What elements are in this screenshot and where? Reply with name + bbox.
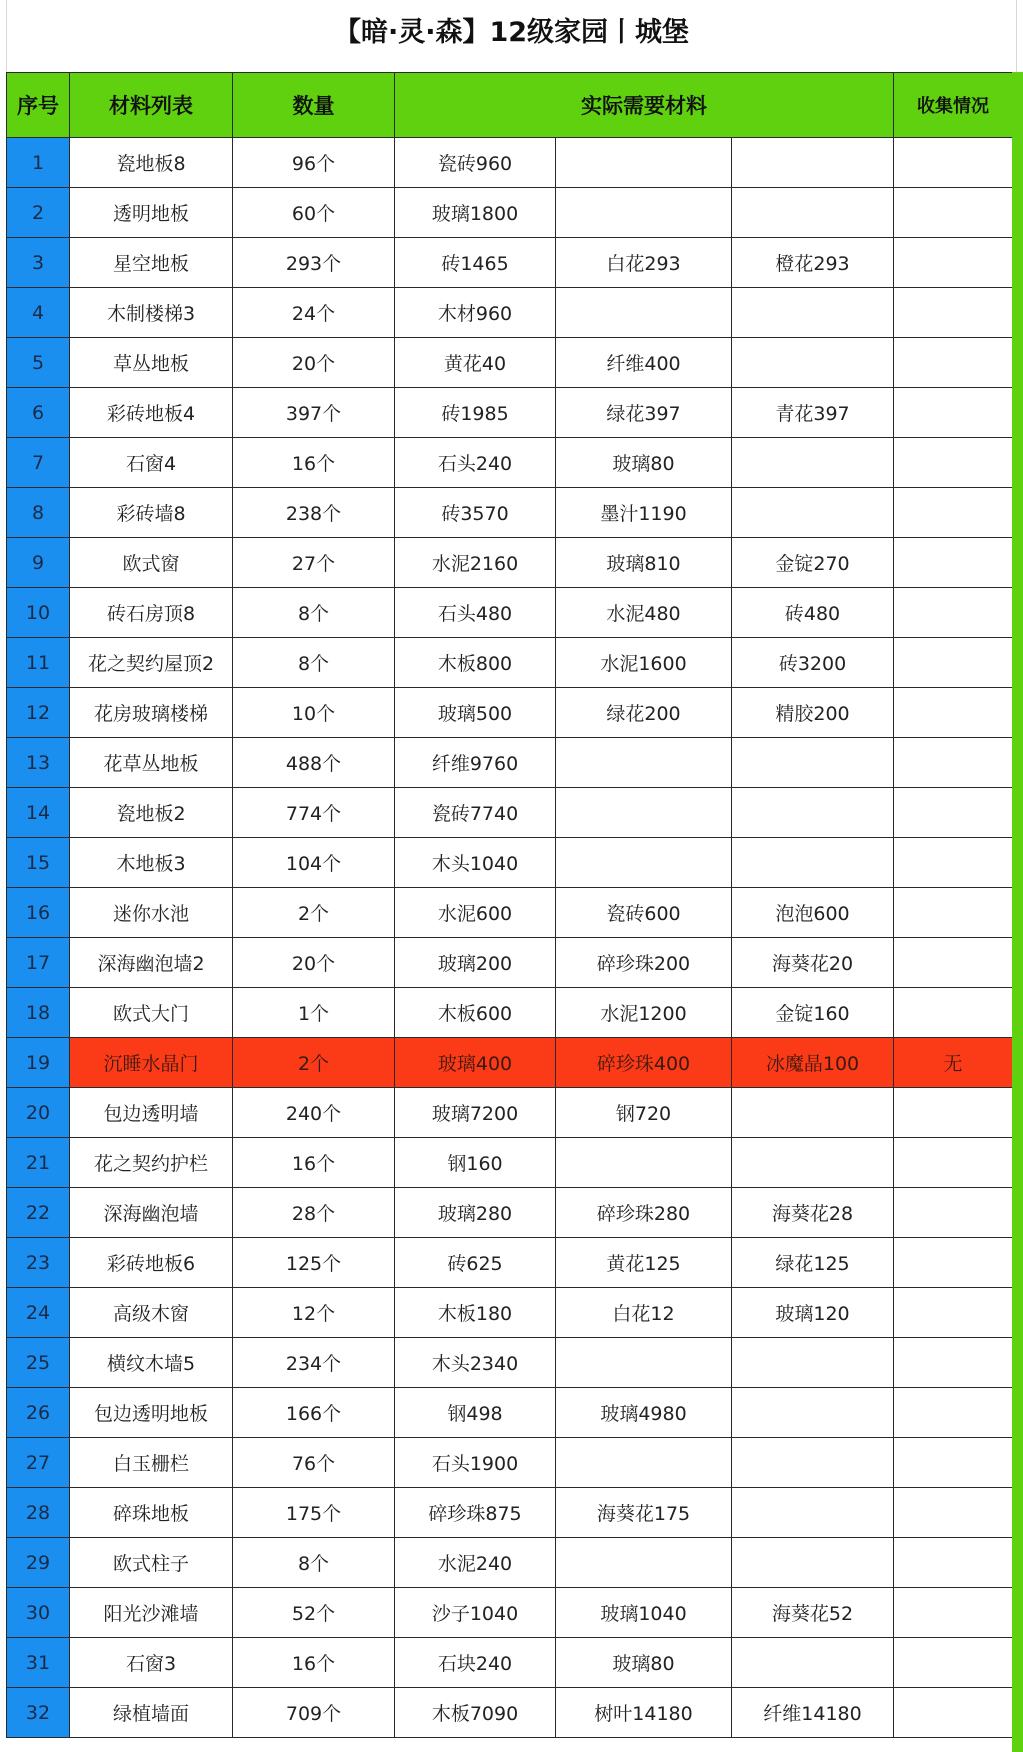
cell-quantity[interactable]: 8个 — [233, 1538, 395, 1588]
cell-quantity[interactable]: 166个 — [233, 1388, 395, 1438]
cell-required-material-3[interactable]: 玻璃120 — [732, 1288, 894, 1338]
cell-required-material-2[interactable] — [556, 1338, 732, 1388]
cell-required-material-1[interactable]: 黄花40 — [395, 338, 556, 388]
cell-material-name[interactable]: 花之契约屋顶2 — [70, 638, 233, 688]
table-row — [7, 538, 1013, 588]
cell-required-material-3[interactable] — [732, 138, 894, 188]
cell-required-material-3[interactable] — [732, 438, 894, 488]
cell-quantity[interactable]: 12个 — [233, 1288, 395, 1338]
cell-quantity[interactable]: 76个 — [233, 1438, 395, 1488]
cell-required-material-3[interactable]: 砖3200 — [732, 638, 894, 688]
cell-quantity[interactable]: 16个 — [233, 1138, 395, 1188]
cell-quantity[interactable]: 1个 — [233, 988, 395, 1038]
cell-index[interactable]: 4 — [7, 288, 70, 338]
cell-required-material-2[interactable] — [556, 138, 732, 188]
cell-collection-status[interactable] — [894, 638, 1013, 688]
cell-index[interactable]: 30 — [7, 1588, 70, 1638]
cell-required-material-2[interactable] — [556, 738, 732, 788]
table-row — [7, 988, 1013, 1038]
cell-quantity[interactable]: 234个 — [233, 1338, 395, 1388]
cell-required-material-3[interactable] — [732, 1388, 894, 1438]
cell-required-material-2[interactable]: 绿花397 — [556, 388, 732, 438]
cell-required-material-2[interactable]: 绿花200 — [556, 688, 732, 738]
cell-collection-status[interactable] — [894, 738, 1013, 788]
table-row — [7, 1388, 1013, 1438]
cell-required-material-3[interactable] — [732, 488, 894, 538]
cell-required-material-3[interactable] — [732, 1638, 894, 1688]
table-row — [7, 1088, 1013, 1138]
cell-required-material-1[interactable]: 纤维9760 — [395, 738, 556, 788]
cell-index[interactable]: 22 — [7, 1188, 70, 1238]
cell-quantity[interactable]: 20个 — [233, 938, 395, 988]
cell-required-material-3[interactable] — [732, 338, 894, 388]
cell-material-name[interactable]: 石窗3 — [70, 1638, 233, 1688]
table-row — [7, 788, 1013, 838]
cell-required-material-3[interactable] — [732, 1488, 894, 1538]
table-row — [7, 888, 1013, 938]
cell-collection-status[interactable] — [894, 288, 1013, 338]
cell-required-material-1[interactable]: 玻璃500 — [395, 688, 556, 738]
cell-material-name[interactable]: 碎珠地板 — [70, 1488, 233, 1538]
cell-required-material-1[interactable]: 沙子1040 — [395, 1588, 556, 1638]
cell-required-material-2[interactable]: 白花293 — [556, 238, 732, 288]
cell-quantity[interactable]: 125个 — [233, 1238, 395, 1288]
cell-collection-status[interactable] — [894, 888, 1013, 938]
cell-required-material-3[interactable] — [732, 1538, 894, 1588]
cell-index[interactable]: 3 — [7, 238, 70, 288]
cell-required-material-1[interactable]: 木板800 — [395, 638, 556, 688]
cell-required-material-2[interactable]: 海葵花175 — [556, 1488, 732, 1538]
cell-index[interactable]: 15 — [7, 838, 70, 888]
cell-collection-status[interactable] — [894, 1388, 1013, 1438]
materials-table — [6, 72, 1013, 1738]
cell-collection-status[interactable] — [894, 1288, 1013, 1338]
cell-collection-status[interactable] — [894, 488, 1013, 538]
cell-material-name[interactable]: 星空地板 — [70, 238, 233, 288]
cell-index[interactable]: 24 — [7, 1288, 70, 1338]
cell-collection-status[interactable] — [894, 438, 1013, 488]
cell-required-material-2[interactable]: 水泥480 — [556, 588, 732, 638]
cell-required-material-2[interactable]: 玻璃810 — [556, 538, 732, 588]
cell-required-material-1[interactable]: 砖3570 — [395, 488, 556, 538]
cell-required-material-3[interactable]: 绿花125 — [732, 1238, 894, 1288]
cell-material-name[interactable]: 彩砖地板6 — [70, 1238, 233, 1288]
table-row — [7, 488, 1013, 538]
cell-required-material-2[interactable]: 碎珍珠280 — [556, 1188, 732, 1238]
cell-material-name[interactable]: 花草丛地板 — [70, 738, 233, 788]
table-row — [7, 1288, 1013, 1338]
right-green-strip — [1012, 72, 1023, 1752]
cell-required-material-1[interactable]: 水泥2160 — [395, 538, 556, 588]
cell-required-material-2[interactable]: 树叶14180 — [556, 1688, 732, 1738]
cell-collection-status[interactable] — [894, 938, 1013, 988]
cell-quantity[interactable]: 397个 — [233, 388, 395, 438]
cell-required-material-1[interactable]: 木头1040 — [395, 838, 556, 888]
cell-collection-status[interactable] — [894, 238, 1013, 288]
cell-material-name[interactable]: 欧式大门 — [70, 988, 233, 1038]
cell-index[interactable]: 17 — [7, 938, 70, 988]
table-row — [7, 838, 1013, 888]
cell-material-name[interactable]: 砖石房顶8 — [70, 588, 233, 638]
cell-required-material-2[interactable]: 玻璃80 — [556, 1638, 732, 1688]
cell-index[interactable]: 8 — [7, 488, 70, 538]
cell-required-material-2[interactable]: 墨汁1190 — [556, 488, 732, 538]
cell-collection-status[interactable] — [894, 838, 1013, 888]
cell-index[interactable]: 13 — [7, 738, 70, 788]
cell-required-material-1[interactable]: 石头1900 — [395, 1438, 556, 1488]
left-edge-line — [6, 0, 7, 72]
cell-required-material-3[interactable]: 海葵花52 — [732, 1588, 894, 1638]
cell-quantity[interactable]: 2个 — [233, 888, 395, 938]
cell-required-material-2[interactable]: 瓷砖600 — [556, 888, 732, 938]
cell-required-material-1[interactable]: 石头480 — [395, 588, 556, 638]
cell-required-material-3[interactable]: 海葵花28 — [732, 1188, 894, 1238]
cell-quantity[interactable]: 24个 — [233, 288, 395, 338]
cell-required-material-1[interactable]: 木板600 — [395, 988, 556, 1038]
cell-required-material-1[interactable]: 水泥600 — [395, 888, 556, 938]
cell-collection-status[interactable] — [894, 1488, 1013, 1538]
cell-index[interactable]: 29 — [7, 1538, 70, 1588]
cell-quantity[interactable]: 774个 — [233, 788, 395, 838]
cell-quantity[interactable]: 175个 — [233, 1488, 395, 1538]
cell-index[interactable]: 26 — [7, 1388, 70, 1438]
table-row — [7, 1688, 1013, 1738]
cell-material-name[interactable]: 沉睡水晶门 — [70, 1038, 233, 1088]
table-row — [7, 738, 1013, 788]
cell-required-material-1[interactable]: 砖625 — [395, 1238, 556, 1288]
cell-collection-status[interactable] — [894, 1588, 1013, 1638]
cell-collection-status[interactable] — [894, 1188, 1013, 1238]
header-quantity[interactable]: 数量 — [233, 73, 395, 138]
cell-index[interactable]: 1 — [7, 138, 70, 188]
cell-required-material-1[interactable]: 木板180 — [395, 1288, 556, 1338]
cell-quantity[interactable]: 2个 — [233, 1038, 395, 1088]
cell-collection-status[interactable] — [894, 188, 1013, 238]
cell-required-material-2[interactable]: 水泥1600 — [556, 638, 732, 688]
cell-quantity[interactable]: 8个 — [233, 588, 395, 638]
cell-required-material-3[interactable]: 精胶200 — [732, 688, 894, 738]
cell-required-material-2[interactable]: 黄花125 — [556, 1238, 732, 1288]
cell-collection-status[interactable] — [894, 1138, 1013, 1188]
cell-required-material-2[interactable]: 碎珍珠200 — [556, 938, 732, 988]
cell-material-name[interactable]: 白玉栅栏 — [70, 1438, 233, 1488]
cell-required-material-1[interactable]: 瓷砖960 — [395, 138, 556, 188]
table-row — [7, 588, 1013, 638]
cell-required-material-2[interactable]: 白花12 — [556, 1288, 732, 1338]
table-row — [7, 1238, 1013, 1288]
table-row — [7, 688, 1013, 738]
cell-index[interactable]: 7 — [7, 438, 70, 488]
cell-material-name[interactable]: 欧式柱子 — [70, 1538, 233, 1588]
table-row — [7, 1488, 1013, 1538]
cell-collection-status[interactable] — [894, 788, 1013, 838]
cell-quantity[interactable]: 16个 — [233, 1638, 395, 1688]
cell-required-material-3[interactable]: 橙花293 — [732, 238, 894, 288]
cell-required-material-2[interactable] — [556, 788, 732, 838]
header-material-list[interactable]: 材料列表 — [70, 73, 233, 138]
cell-collection-status[interactable] — [894, 588, 1013, 638]
right-edge-line — [1016, 0, 1017, 72]
cell-material-name[interactable]: 深海幽泡墙2 — [70, 938, 233, 988]
cell-collection-status[interactable] — [894, 388, 1013, 438]
cell-material-name[interactable]: 瓷地板2 — [70, 788, 233, 838]
table-row — [7, 1138, 1013, 1188]
cell-required-material-2[interactable]: 玻璃4980 — [556, 1388, 732, 1438]
cell-quantity[interactable]: 20个 — [233, 338, 395, 388]
cell-material-name[interactable]: 花之契约护栏 — [70, 1138, 233, 1188]
cell-material-name[interactable]: 木制楼梯3 — [70, 288, 233, 338]
cell-quantity[interactable]: 16个 — [233, 438, 395, 488]
cell-material-name[interactable]: 阳光沙滩墙 — [70, 1588, 233, 1638]
cell-required-material-1[interactable]: 石头240 — [395, 438, 556, 488]
cell-index[interactable]: 2 — [7, 188, 70, 238]
table-row — [7, 1588, 1013, 1638]
cell-required-material-2[interactable] — [556, 838, 732, 888]
cell-index[interactable]: 31 — [7, 1638, 70, 1688]
cell-collection-status[interactable] — [894, 1238, 1013, 1288]
cell-required-material-2[interactable]: 钢720 — [556, 1088, 732, 1138]
table-row — [7, 438, 1013, 488]
cell-index[interactable]: 27 — [7, 1438, 70, 1488]
cell-required-material-3[interactable] — [732, 1338, 894, 1388]
cell-required-material-1[interactable]: 水泥240 — [395, 1538, 556, 1588]
cell-material-name[interactable]: 透明地板 — [70, 188, 233, 238]
cell-quantity[interactable]: 52个 — [233, 1588, 395, 1638]
cell-required-material-2[interactable]: 水泥1200 — [556, 988, 732, 1038]
cell-index[interactable]: 5 — [7, 338, 70, 388]
page-title: 【暗·灵·森】12级家园丨城堡 — [0, 0, 1023, 72]
cell-collection-status[interactable] — [894, 1088, 1013, 1138]
table-row — [7, 138, 1013, 188]
cell-required-material-1[interactable]: 石块240 — [395, 1638, 556, 1688]
cell-quantity[interactable]: 8个 — [233, 638, 395, 688]
table-row — [7, 188, 1013, 238]
cell-required-material-3[interactable] — [732, 1088, 894, 1138]
cell-quantity[interactable]: 27个 — [233, 538, 395, 588]
table-row — [7, 1438, 1013, 1488]
cell-required-material-1[interactable]: 木板7090 — [395, 1688, 556, 1738]
cell-required-material-3[interactable]: 海葵花20 — [732, 938, 894, 988]
cell-required-material-3[interactable]: 金锭160 — [732, 988, 894, 1038]
cell-material-name[interactable]: 彩砖地板4 — [70, 388, 233, 438]
cell-quantity[interactable]: 488个 — [233, 738, 395, 788]
cell-material-name[interactable]: 欧式窗 — [70, 538, 233, 588]
cell-material-name[interactable]: 包边透明地板 — [70, 1388, 233, 1438]
cell-index[interactable]: 19 — [7, 1038, 70, 1088]
cell-collection-status[interactable] — [894, 538, 1013, 588]
cell-required-material-1[interactable]: 砖1465 — [395, 238, 556, 288]
cell-required-material-3[interactable]: 青花397 — [732, 388, 894, 438]
table-row — [7, 388, 1013, 438]
cell-quantity[interactable]: 96个 — [233, 138, 395, 188]
cell-index[interactable]: 14 — [7, 788, 70, 838]
cell-quantity[interactable]: 238个 — [233, 488, 395, 538]
table-body — [7, 138, 1013, 1738]
cell-material-name[interactable]: 包边透明墙 — [70, 1088, 233, 1138]
cell-index[interactable]: 12 — [7, 688, 70, 738]
header-actual-materials[interactable]: 实际需要材料 — [395, 73, 894, 138]
header-index[interactable]: 序号 — [7, 73, 70, 138]
cell-quantity[interactable]: 10个 — [233, 688, 395, 738]
cell-required-material-3[interactable]: 砖480 — [732, 588, 894, 638]
table-row — [7, 288, 1013, 338]
table-row — [7, 1188, 1013, 1238]
table-row — [7, 1338, 1013, 1388]
cell-index[interactable]: 32 — [7, 1688, 70, 1738]
header-collection-status[interactable]: 收集情况 — [894, 73, 1013, 138]
table-row — [7, 1638, 1013, 1688]
cell-required-material-3[interactable]: 泡泡600 — [732, 888, 894, 938]
cell-required-material-2[interactable] — [556, 188, 732, 238]
cell-material-name[interactable]: 绿植墙面 — [70, 1688, 233, 1738]
cell-required-material-1[interactable]: 碎珍珠875 — [395, 1488, 556, 1538]
cell-required-material-1[interactable]: 玻璃400 — [395, 1038, 556, 1088]
cell-quantity[interactable]: 293个 — [233, 238, 395, 288]
cell-index[interactable]: 18 — [7, 988, 70, 1038]
cell-material-name[interactable]: 石窗4 — [70, 438, 233, 488]
cell-collection-status[interactable] — [894, 138, 1013, 188]
table-header-row — [7, 73, 1013, 138]
cell-quantity[interactable]: 60个 — [233, 188, 395, 238]
cell-collection-status[interactable] — [894, 1538, 1013, 1588]
cell-collection-status[interactable] — [894, 1688, 1013, 1738]
cell-required-material-2[interactable] — [556, 1538, 732, 1588]
table-row — [7, 238, 1013, 288]
cell-material-name[interactable]: 瓷地板8 — [70, 138, 233, 188]
cell-required-material-3[interactable] — [732, 788, 894, 838]
cell-required-material-2[interactable] — [556, 288, 732, 338]
cell-index[interactable]: 10 — [7, 588, 70, 638]
cell-required-material-1[interactable]: 砖1985 — [395, 388, 556, 438]
cell-required-material-1[interactable]: 玻璃280 — [395, 1188, 556, 1238]
cell-material-name[interactable]: 花房玻璃楼梯 — [70, 688, 233, 738]
cell-quantity[interactable]: 240个 — [233, 1088, 395, 1138]
cell-quantity[interactable]: 28个 — [233, 1188, 395, 1238]
cell-required-material-1[interactable]: 钢498 — [395, 1388, 556, 1438]
cell-material-name[interactable]: 横纹木墙5 — [70, 1338, 233, 1388]
cell-index[interactable]: 28 — [7, 1488, 70, 1538]
cell-collection-status[interactable] — [894, 688, 1013, 738]
cell-index[interactable]: 16 — [7, 888, 70, 938]
cell-material-name[interactable]: 高级木窗 — [70, 1288, 233, 1338]
cell-required-material-2[interactable] — [556, 1138, 732, 1188]
cell-required-material-3[interactable]: 金锭270 — [732, 538, 894, 588]
cell-quantity[interactable]: 709个 — [233, 1688, 395, 1738]
cell-required-material-2[interactable]: 纤维400 — [556, 338, 732, 388]
cell-collection-status[interactable] — [894, 1638, 1013, 1688]
cell-material-name[interactable]: 迷你水池 — [70, 888, 233, 938]
cell-index[interactable]: 20 — [7, 1088, 70, 1138]
cell-required-material-3[interactable] — [732, 738, 894, 788]
cell-required-material-3[interactable] — [732, 288, 894, 338]
cell-index[interactable]: 9 — [7, 538, 70, 588]
table-row — [7, 938, 1013, 988]
cell-index[interactable]: 21 — [7, 1138, 70, 1188]
table-row — [7, 338, 1013, 388]
cell-index[interactable]: 23 — [7, 1238, 70, 1288]
cell-required-material-1[interactable]: 瓷砖7740 — [395, 788, 556, 838]
cell-material-name[interactable]: 深海幽泡墙 — [70, 1188, 233, 1238]
cell-collection-status[interactable] — [894, 338, 1013, 388]
table-row — [7, 1538, 1013, 1588]
cell-required-material-2[interactable]: 玻璃1040 — [556, 1588, 732, 1638]
cell-collection-status[interactable]: 无 — [894, 1038, 1013, 1088]
cell-index[interactable]: 6 — [7, 388, 70, 438]
cell-index[interactable]: 11 — [7, 638, 70, 688]
cell-collection-status[interactable] — [894, 988, 1013, 1038]
cell-required-material-1[interactable]: 木头2340 — [395, 1338, 556, 1388]
table-row — [7, 638, 1013, 688]
cell-quantity[interactable]: 104个 — [233, 838, 395, 888]
cell-material-name[interactable]: 彩砖墙8 — [70, 488, 233, 538]
cell-required-material-2[interactable]: 玻璃80 — [556, 438, 732, 488]
cell-required-material-3[interactable]: 冰魔晶100 — [732, 1038, 894, 1088]
cell-required-material-3[interactable]: 纤维14180 — [732, 1688, 894, 1738]
cell-required-material-2[interactable]: 碎珍珠400 — [556, 1038, 732, 1088]
cell-required-material-1[interactable]: 玻璃200 — [395, 938, 556, 988]
cell-required-material-1[interactable]: 钢160 — [395, 1138, 556, 1188]
cell-required-material-1[interactable]: 木材960 — [395, 288, 556, 338]
cell-required-material-3[interactable] — [732, 1138, 894, 1188]
cell-required-material-1[interactable]: 玻璃1800 — [395, 188, 556, 238]
cell-collection-status[interactable] — [894, 1338, 1013, 1388]
cell-required-material-3[interactable] — [732, 1438, 894, 1488]
cell-material-name[interactable]: 草丛地板 — [70, 338, 233, 388]
cell-index[interactable]: 25 — [7, 1338, 70, 1388]
cell-material-name[interactable]: 木地板3 — [70, 838, 233, 888]
cell-required-material-2[interactable] — [556, 1438, 732, 1488]
cell-required-material-3[interactable] — [732, 188, 894, 238]
cell-collection-status[interactable] — [894, 1438, 1013, 1488]
cell-required-material-3[interactable] — [732, 838, 894, 888]
table-row — [7, 1038, 1013, 1088]
cell-required-material-1[interactable]: 玻璃7200 — [395, 1088, 556, 1138]
